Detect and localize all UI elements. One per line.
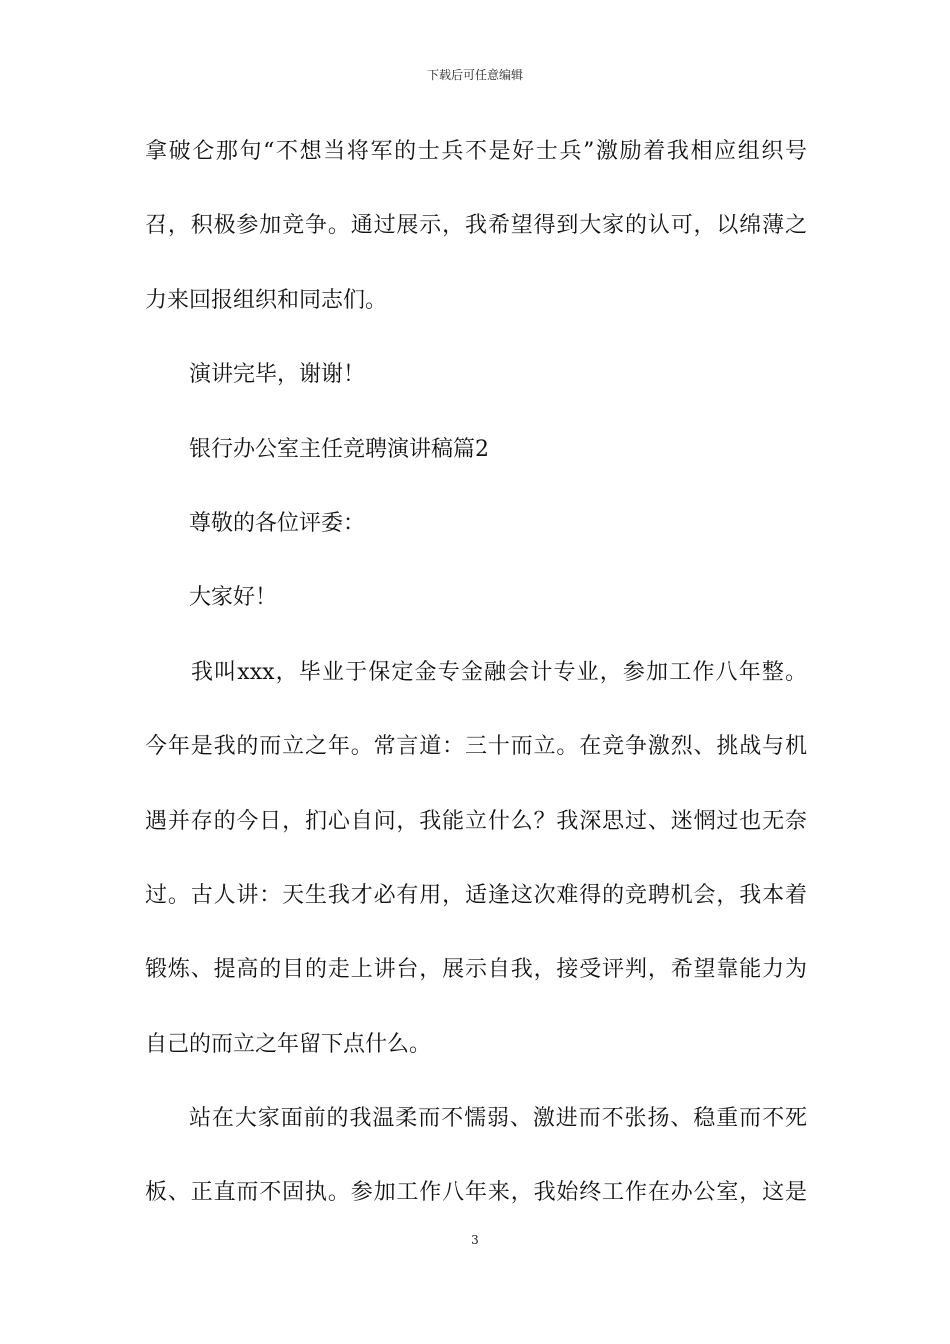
text-line: 力来回报组织和同志们。 [145, 287, 388, 313]
salutation: 尊敬的各位评委： [189, 510, 366, 536]
page-header: 下载后可任意编辑 [426, 68, 523, 82]
section-title: 银行办公室主任竞聘演讲稿篇2 [189, 436, 489, 462]
text-line: 我叫xxx，毕业于保定金专金融会计专业，参加工作八年整。 [191, 659, 807, 685]
text-line: 过。古人讲：天生我才必有用，适逢这次难得的竞聘机会，我本着 [145, 882, 807, 908]
document-body [145, 132, 807, 1248]
text-line: 自己的而立之年留下点什么。 [145, 1031, 432, 1057]
text-line: 锻炼、提高的目的走上讲台，展示自我，接受评判，希望靠能力为 [145, 957, 807, 983]
text-line: 板、正直而不固执。参加工作八年来，我始终工作在办公室，这是 [145, 1180, 807, 1206]
text-line: 召，积极参加竞争。通过展示，我希望得到大家的认可，以绵薄之 [145, 213, 807, 239]
page-number: 3 [471, 1233, 479, 1247]
closing-remark: 演讲完毕，谢谢！ [189, 362, 366, 388]
text-line: 站在大家面前的我温柔而不懦弱、激进而不张扬、稳重而不死 [189, 1106, 807, 1132]
greeting: 大家好！ [189, 585, 278, 611]
text-line: 遇并存的今日，扪心自问，我能立什么？我深思过、迷惘过也无奈 [145, 808, 807, 834]
text-line: 拿破仑那句“不想当将军的士兵不是好士兵”激励着我相应组织号 [145, 139, 807, 164]
text-line: 今年是我的而立之年。常言道：三十而立。在竞争激烈、挑战与机 [145, 734, 807, 760]
